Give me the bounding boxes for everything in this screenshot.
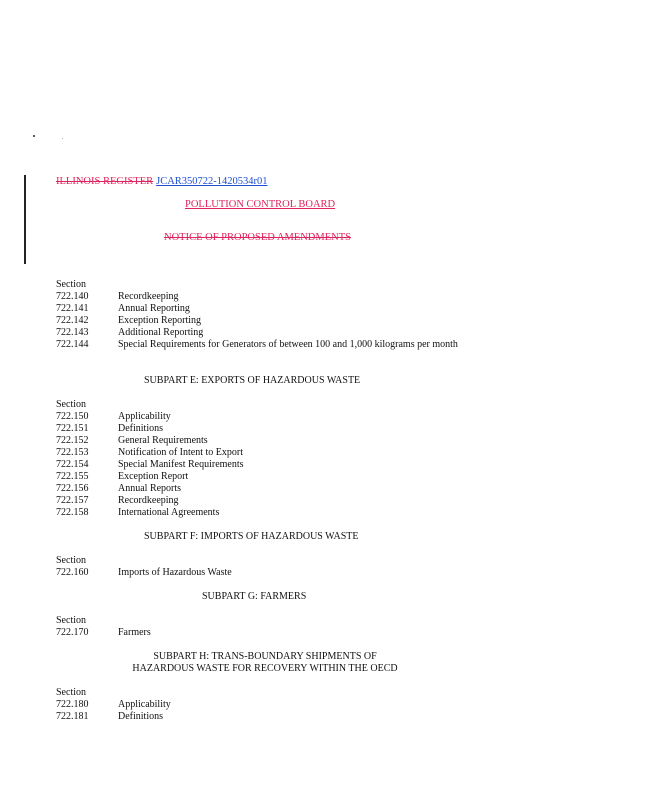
- board-title: POLLUTION CONTROL BOARD: [185, 199, 336, 210]
- section-number: 722.152: [56, 435, 89, 446]
- section-number: 722.155: [56, 471, 89, 482]
- section-row: [56, 507, 458, 519]
- section-title: Applicability: [118, 411, 171, 422]
- section-number: 722.170: [56, 627, 89, 638]
- section-number: 722.181: [56, 711, 89, 722]
- section-heading: Section: [56, 555, 86, 566]
- section-number: 722.160: [56, 567, 89, 578]
- section-title: Annual Reports: [118, 483, 182, 494]
- register-header: [56, 176, 268, 187]
- section-title: Imports of Hazardous Waste: [118, 567, 232, 578]
- section-number: 722.180: [56, 699, 89, 710]
- section-title: Definitions: [118, 711, 163, 722]
- section-heading: Section: [56, 279, 86, 290]
- section-row: [56, 567, 458, 579]
- section-row: [56, 303, 458, 315]
- section-list-e: [56, 399, 458, 519]
- section-row: [56, 411, 458, 423]
- section-title: General Requirements: [118, 435, 208, 446]
- section-row: [56, 627, 458, 639]
- section-list-f: [56, 555, 458, 579]
- section-number: 722.151: [56, 423, 89, 434]
- section-row: [56, 459, 458, 471]
- section-title: Notification of Intent to Export: [118, 447, 243, 458]
- section-title: Additional Reporting: [118, 327, 204, 338]
- section-title: International Agreements: [118, 507, 220, 518]
- revision-change-bar: [24, 175, 26, 264]
- section-number: 722.154: [56, 459, 89, 470]
- struck-register-title: ILLINOIS REGISTER: [56, 176, 154, 187]
- section-title: Annual Reporting: [118, 303, 190, 314]
- section-number: 722.142: [56, 315, 89, 326]
- section-number: 722.153: [56, 447, 89, 458]
- section-row: [56, 327, 458, 339]
- section-row: [56, 483, 458, 495]
- section-title: Special Manifest Requirements: [118, 459, 244, 470]
- section-row: [56, 495, 458, 507]
- inserted-register-id: JCAR350722-1420534r01: [156, 176, 268, 187]
- scan-speck: [62, 138, 63, 139]
- notice-title: NOTICE OF PROPOSED AMENDMENTS: [164, 232, 351, 243]
- section-list-h: [56, 687, 458, 723]
- section-title: Recordkeeping: [118, 495, 179, 506]
- section-list-g: [56, 615, 458, 639]
- section-number: 722.144: [56, 339, 89, 350]
- scan-speck: [33, 135, 35, 137]
- subpart-g-heading: SUBPART G: FARMERS: [202, 591, 307, 602]
- section-heading: Section: [56, 687, 86, 698]
- section-number: 722.141: [56, 303, 89, 314]
- subpart-h-heading: [100, 651, 430, 675]
- section-title: Exception Report: [118, 471, 189, 482]
- subpart-h-line2: HAZARDOUS WASTE FOR RECOVERY WITHIN THE OECD: [132, 663, 398, 674]
- section-row: [56, 711, 458, 723]
- section-heading: Section: [56, 399, 86, 410]
- section-row: [56, 315, 458, 327]
- section-row: [56, 699, 458, 711]
- section-number: 722.143: [56, 327, 89, 338]
- subpart-h-line1: SUBPART H: TRANS-BOUNDARY SHIPMENTS OF: [153, 651, 377, 662]
- section-number: 722.158: [56, 507, 89, 518]
- section-title: Farmers: [118, 627, 151, 638]
- section-number: 722.140: [56, 291, 89, 302]
- section-row: [56, 291, 458, 303]
- section-list-d: [56, 279, 458, 351]
- section-row: [56, 423, 458, 435]
- section-number: 722.150: [56, 411, 89, 422]
- section-title: Special Requirements for Generators of between 100 and 1,000 kilograms per month: [118, 339, 458, 350]
- section-row: [56, 339, 458, 351]
- section-row: [56, 471, 458, 483]
- section-number: 722.157: [56, 495, 89, 506]
- section-row: [56, 447, 458, 459]
- section-title: Definitions: [118, 423, 163, 434]
- section-title: Applicability: [118, 699, 171, 710]
- section-number: 722.156: [56, 483, 89, 494]
- section-row: [56, 435, 458, 447]
- subpart-f-heading: SUBPART F: IMPORTS OF HAZARDOUS WASTE: [144, 531, 359, 542]
- section-title: Exception Reporting: [118, 315, 202, 326]
- section-title: Recordkeeping: [118, 291, 179, 302]
- section-heading: Section: [56, 615, 86, 626]
- subpart-e-heading: SUBPART E: EXPORTS OF HAZARDOUS WASTE: [144, 375, 361, 386]
